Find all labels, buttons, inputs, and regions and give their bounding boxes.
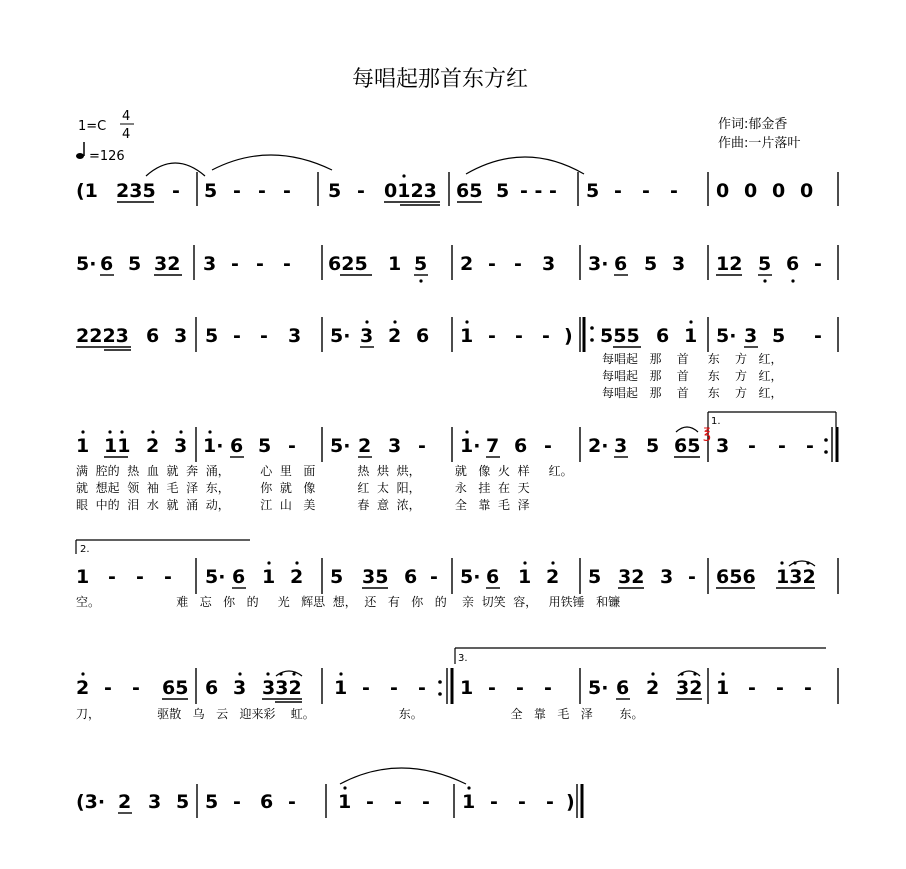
svg-text:1: 1 [518,566,532,588]
svg-text:5: 5 [758,253,772,275]
staff-row-6 [76,648,838,721]
svg-text:3: 3 [174,325,188,347]
svg-text:1: 1 [334,677,348,699]
svg-text:-: - [233,325,241,347]
svg-text:-: - [688,566,696,588]
svg-text:-: - [362,677,370,699]
svg-text:-: - [430,566,438,588]
svg-text:65: 65 [162,677,189,699]
svg-text:235: 235 [116,180,156,202]
lyric-line: 每唱起 那 首 东 方 红， [602,352,783,366]
svg-text:3·: 3· [588,253,609,275]
svg-text:-: - [132,677,140,699]
svg-text:5: 5 [258,435,272,457]
svg-text:2: 2 [146,435,160,457]
svg-text:-: - [514,253,522,275]
svg-text:-: - [136,566,144,588]
volta-1-label: 1. [711,416,721,427]
svg-text:2: 2 [646,677,660,699]
svg-text:5·: 5· [716,325,737,347]
tempo-marking [76,142,125,164]
svg-text:6: 6 [486,566,500,588]
svg-text:-: - [670,180,678,202]
svg-text:32: 32 [154,253,181,275]
svg-text:3: 3 [288,325,302,347]
svg-text:2223: 2223 [76,325,129,347]
svg-text:5·: 5· [330,325,351,347]
lyric-line: 眼 中的 泪 水 就 涌 动， 江 山 美 春 意 浓， 全 靠 毛 泽 [76,498,530,512]
svg-text:132: 132 [776,566,816,588]
lyric-line: 就 想起 领 袖 毛 泽 东， 你 就 像 红 太 阳， 永 挂 在 天 [76,481,530,495]
svg-text:-: - [418,435,426,457]
svg-text:6: 6 [614,253,628,275]
volta-3-label: 3. [458,653,468,664]
svg-text:-: - [490,791,498,813]
svg-text:-: - [516,677,524,699]
lyric-line: 满 腔的 热 血 就 奔 涌， 心 里 面 热 烘 烘， 就 像 火 样 红。 [76,464,573,478]
svg-text:-: - [390,677,398,699]
svg-text:1: 1 [76,435,90,457]
svg-text:1: 1 [76,566,90,588]
svg-text:-: - [288,435,296,457]
tempo-value: =126 [89,149,125,164]
svg-text:3: 3 [660,566,674,588]
svg-text:-: - [804,677,812,699]
svg-text:5·: 5· [460,566,481,588]
svg-text:625: 625 [328,253,368,275]
breath-mark-icon: ℥ [703,426,712,442]
svg-text:-: - [614,180,622,202]
svg-text:-: - [814,325,822,347]
svg-text:0: 0 [772,180,786,202]
staff-row-7 [76,768,582,818]
svg-text:1: 1 [262,566,276,588]
svg-text:6: 6 [404,566,418,588]
svg-text:-: - [172,180,180,202]
svg-text:5: 5 [646,435,660,457]
svg-text:-: - [104,677,112,699]
svg-text:-: - [814,253,822,275]
svg-text:-: - [394,791,402,813]
svg-text:-: - [164,566,172,588]
svg-text:2: 2 [460,253,474,275]
svg-text:(3·: (3· [76,791,106,813]
svg-text:-: - [357,180,365,202]
lyric-line: 每唱起 那 首 东 方 红， [602,386,783,400]
composer-credit: 作曲:一片落叶 [718,136,801,151]
svg-text:1: 1 [684,325,698,347]
svg-text:5: 5 [205,791,219,813]
svg-text:-: - [488,253,496,275]
svg-text:5: 5 [176,791,190,813]
staff-row-4 [76,412,837,512]
svg-text:5: 5 [586,180,600,202]
svg-text:1·: 1· [203,435,224,457]
svg-text:5: 5 [205,325,219,347]
svg-text:2·: 2· [588,435,609,457]
svg-text:35: 35 [362,566,389,588]
svg-text:5: 5 [496,180,510,202]
svg-text:2: 2 [76,677,90,699]
svg-text:-: - [488,325,496,347]
lyric-line: 空。 难 忘 你 的 光 辉思 想， 还 有 你 的 亲 切笑 容， 用铁锤 和镰 [76,595,621,609]
svg-text:-: - [283,253,291,275]
svg-text:-: - [518,791,526,813]
svg-text:5: 5 [328,180,342,202]
svg-text:-: - [542,325,550,347]
svg-text:0: 0 [800,180,814,202]
svg-text:3: 3 [148,791,162,813]
svg-text:65: 65 [456,180,483,202]
svg-text:-: - [283,180,291,202]
time-signature-top: 4 [122,109,131,124]
svg-text:-: - [231,253,239,275]
svg-text:-: - [748,435,756,457]
svg-text:1·: 1· [460,435,481,457]
svg-text:6: 6 [205,677,219,699]
svg-text:0123: 0123 [384,180,437,202]
svg-text:5: 5 [204,180,218,202]
svg-text:3: 3 [716,435,730,457]
svg-text:3: 3 [174,435,188,457]
key-label: 1=C [78,119,107,134]
svg-text:5: 5 [128,253,142,275]
svg-text:32: 32 [618,566,645,588]
svg-text:-: - [108,566,116,588]
svg-text:5: 5 [644,253,658,275]
svg-text:2: 2 [290,566,304,588]
svg-text:-: - [642,180,650,202]
svg-text:1: 1 [460,677,474,699]
svg-text:3: 3 [203,253,217,275]
svg-text:-: - [418,677,426,699]
staff-row-1 [76,155,838,206]
svg-text:2: 2 [546,566,560,588]
svg-text:): ) [564,325,573,347]
svg-text:0: 0 [716,180,730,202]
lyric-line: 每唱起 那 首 东 方 红， [602,369,783,383]
svg-text:6: 6 [616,677,630,699]
svg-text:5·: 5· [588,677,609,699]
svg-text:3: 3 [233,677,247,699]
svg-text:6: 6 [232,566,246,588]
svg-text:5: 5 [414,253,428,275]
svg-text:-: - [366,791,374,813]
svg-text:-: - [776,677,784,699]
svg-text:3: 3 [542,253,556,275]
svg-text:-: - [546,791,554,813]
svg-text:7: 7 [486,435,500,457]
svg-text:-: - [544,435,552,457]
svg-text:(1: (1 [76,180,98,202]
svg-text:12: 12 [716,253,743,275]
svg-text:6: 6 [786,253,800,275]
time-signature-bottom: 4 [122,127,131,142]
svg-text:5·: 5· [76,253,97,275]
svg-text:5: 5 [588,566,602,588]
volta-2-label: 2. [80,544,90,555]
song-title: 每唱起那首东方红 [351,67,529,92]
svg-text:656: 656 [716,566,756,588]
svg-text:-: - [288,791,296,813]
svg-text:1: 1 [338,791,352,813]
lyricist-credit: 作词:郁金香 [718,117,788,132]
svg-text:-: - [258,180,266,202]
svg-text:5: 5 [330,566,344,588]
svg-text:-: - [233,180,241,202]
svg-text:5: 5 [772,325,786,347]
svg-text:5·: 5· [205,566,226,588]
svg-text:6: 6 [230,435,244,457]
staff-row-5 [76,540,838,609]
svg-text:11: 11 [104,435,131,457]
svg-text:0: 0 [744,180,758,202]
key-signature [78,109,134,142]
svg-text:-: - [233,791,241,813]
svg-text:6: 6 [260,791,274,813]
quarter-note-icon [76,153,84,159]
svg-text:1: 1 [462,791,476,813]
svg-text:332: 332 [262,677,302,699]
svg-text:-: - [778,435,786,457]
svg-text:): ) [566,791,575,813]
svg-text:6: 6 [416,325,430,347]
svg-text:555: 555 [600,325,640,347]
svg-text:-: - [806,435,814,457]
svg-text:3: 3 [744,325,758,347]
svg-text:-: - [544,677,552,699]
svg-text:32: 32 [676,677,703,699]
staff-row-3 [76,317,838,400]
svg-text:6: 6 [656,325,670,347]
svg-text:2: 2 [118,791,132,813]
svg-text:3: 3 [388,435,402,457]
staff-row-2 [76,245,838,283]
svg-text:6: 6 [100,253,114,275]
svg-text:6: 6 [146,325,160,347]
svg-text:- - -: - - - [520,180,557,202]
svg-text:-: - [260,325,268,347]
svg-text:-: - [515,325,523,347]
svg-text:-: - [422,791,430,813]
svg-text:5·: 5· [330,435,351,457]
svg-text:3: 3 [360,325,374,347]
svg-text:1: 1 [716,677,730,699]
svg-text:65: 65 [674,435,701,457]
svg-text:3: 3 [672,253,686,275]
svg-text:2: 2 [358,435,372,457]
svg-text:1: 1 [388,253,402,275]
svg-text:-: - [256,253,264,275]
lyric-line: 刀， 驱散 乌 云 迎来彩 虹。 东。 全 靠 毛 泽 东。 [76,707,644,721]
svg-text:6: 6 [514,435,528,457]
svg-text:-: - [488,677,496,699]
svg-text:1: 1 [460,325,474,347]
svg-text:2: 2 [388,325,402,347]
svg-text:-: - [748,677,756,699]
svg-text:3: 3 [614,435,628,457]
